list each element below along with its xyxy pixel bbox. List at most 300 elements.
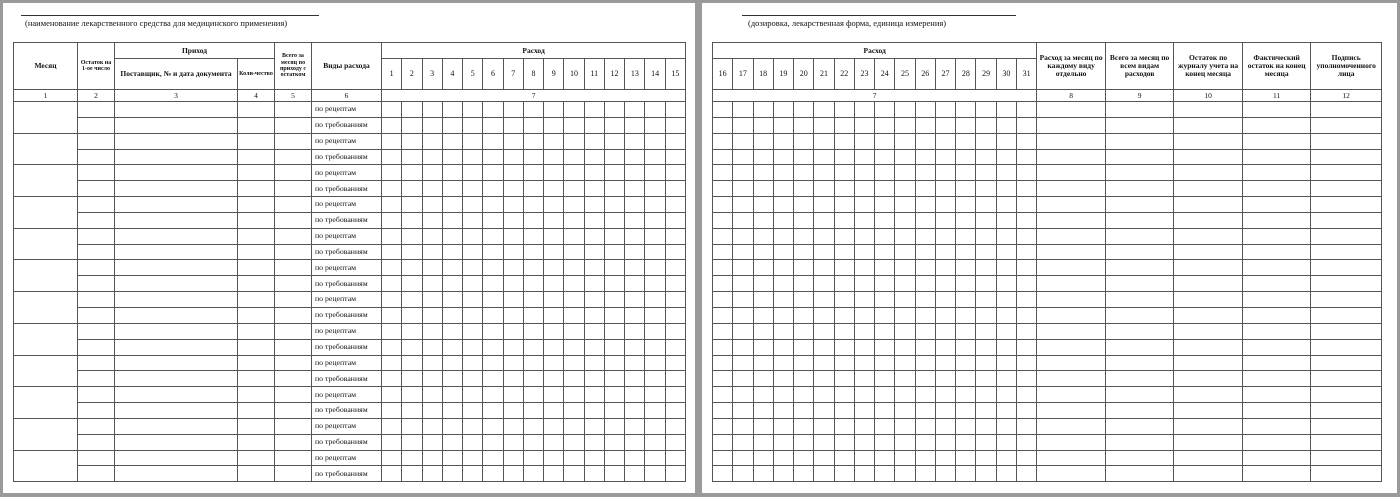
day-cell[interactable] xyxy=(996,117,1016,133)
day-cell[interactable] xyxy=(544,339,564,355)
day-cell[interactable] xyxy=(523,403,543,419)
day-cell[interactable] xyxy=(564,434,584,450)
day-cell[interactable] xyxy=(503,434,523,450)
balance-cell[interactable] xyxy=(78,165,115,181)
day-cell[interactable] xyxy=(382,244,402,260)
day-cell[interactable] xyxy=(854,418,874,434)
day-cell[interactable] xyxy=(442,260,462,276)
day-cell[interactable] xyxy=(956,434,976,450)
day-cell[interactable] xyxy=(733,117,753,133)
day-cell[interactable] xyxy=(814,212,834,228)
day-cell[interactable] xyxy=(625,117,645,133)
day-cell[interactable] xyxy=(875,339,895,355)
day-cell[interactable] xyxy=(544,117,564,133)
day-cell[interactable] xyxy=(382,133,402,149)
day-cell[interactable] xyxy=(665,149,685,165)
day-cell[interactable] xyxy=(442,323,462,339)
day-cell[interactable] xyxy=(713,434,733,450)
day-cell[interactable] xyxy=(544,466,564,482)
day-cell[interactable] xyxy=(503,260,523,276)
day-cell[interactable] xyxy=(976,133,996,149)
day-cell[interactable] xyxy=(773,307,793,323)
day-cell[interactable] xyxy=(814,244,834,260)
day-cell[interactable] xyxy=(503,371,523,387)
actual-balance-cell[interactable] xyxy=(1242,323,1311,339)
day-cell[interactable] xyxy=(895,102,915,118)
day-cell[interactable] xyxy=(976,355,996,371)
supplier-doc-cell[interactable] xyxy=(115,117,238,133)
day-cell[interactable] xyxy=(956,323,976,339)
day-cell[interactable] xyxy=(854,260,874,276)
day-cell[interactable] xyxy=(645,339,665,355)
day-cell[interactable] xyxy=(713,133,733,149)
supplier-doc-cell[interactable] xyxy=(115,181,238,197)
supplier-doc-cell[interactable] xyxy=(115,355,238,371)
day-cell[interactable] xyxy=(1016,228,1036,244)
day-cell[interactable] xyxy=(854,434,874,450)
day-cell[interactable] xyxy=(1016,292,1036,308)
day-cell[interactable] xyxy=(794,117,814,133)
day-cell[interactable] xyxy=(382,387,402,403)
day-cell[interactable] xyxy=(442,403,462,419)
supplier-doc-cell[interactable] xyxy=(115,450,238,466)
day-cell[interactable] xyxy=(996,133,1016,149)
day-cell[interactable] xyxy=(794,403,814,419)
supplier-doc-cell[interactable] xyxy=(115,149,238,165)
signature-cell[interactable] xyxy=(1311,276,1382,292)
day-cell[interactable] xyxy=(935,292,955,308)
day-cell[interactable] xyxy=(564,466,584,482)
day-cell[interactable] xyxy=(794,450,814,466)
day-cell[interactable] xyxy=(503,102,523,118)
day-cell[interactable] xyxy=(544,197,564,213)
day-cell[interactable] xyxy=(625,197,645,213)
day-cell[interactable] xyxy=(584,418,604,434)
day-cell[interactable] xyxy=(382,292,402,308)
balance-cell[interactable] xyxy=(78,212,115,228)
total-receipt-cell[interactable] xyxy=(275,434,312,450)
day-cell[interactable] xyxy=(753,228,773,244)
day-cell[interactable] xyxy=(564,117,584,133)
day-cell[interactable] xyxy=(733,133,753,149)
day-cell[interactable] xyxy=(544,276,564,292)
day-cell[interactable] xyxy=(875,149,895,165)
balance-cell[interactable] xyxy=(78,403,115,419)
day-cell[interactable] xyxy=(604,276,624,292)
day-cell[interactable] xyxy=(1016,117,1036,133)
day-cell[interactable] xyxy=(442,355,462,371)
quantity-cell[interactable] xyxy=(238,434,275,450)
total-receipt-cell[interactable] xyxy=(275,323,312,339)
day-cell[interactable] xyxy=(956,181,976,197)
day-cell[interactable] xyxy=(442,371,462,387)
day-cell[interactable] xyxy=(915,450,935,466)
day-cell[interactable] xyxy=(733,307,753,323)
day-cell[interactable] xyxy=(523,339,543,355)
day-cell[interactable] xyxy=(382,339,402,355)
day-cell[interactable] xyxy=(503,244,523,260)
day-cell[interactable] xyxy=(645,197,665,213)
day-cell[interactable] xyxy=(976,418,996,434)
day-cell[interactable] xyxy=(713,339,733,355)
day-cell[interactable] xyxy=(895,466,915,482)
all-kinds-cell[interactable] xyxy=(1105,117,1174,133)
day-cell[interactable] xyxy=(523,102,543,118)
journal-balance-cell[interactable] xyxy=(1174,244,1243,260)
day-cell[interactable] xyxy=(1016,466,1036,482)
day-cell[interactable] xyxy=(753,102,773,118)
day-cell[interactable] xyxy=(773,117,793,133)
total-receipt-cell[interactable] xyxy=(275,102,312,118)
quantity-cell[interactable] xyxy=(238,260,275,276)
day-cell[interactable] xyxy=(733,197,753,213)
quantity-cell[interactable] xyxy=(238,133,275,149)
day-cell[interactable] xyxy=(915,323,935,339)
signature-cell[interactable] xyxy=(1311,228,1382,244)
total-receipt-cell[interactable] xyxy=(275,181,312,197)
day-cell[interactable] xyxy=(814,323,834,339)
day-cell[interactable] xyxy=(915,355,935,371)
day-cell[interactable] xyxy=(915,181,935,197)
day-cell[interactable] xyxy=(854,292,874,308)
balance-cell[interactable] xyxy=(78,387,115,403)
day-cell[interactable] xyxy=(935,260,955,276)
balance-cell[interactable] xyxy=(78,197,115,213)
day-cell[interactable] xyxy=(604,212,624,228)
balance-cell[interactable] xyxy=(78,339,115,355)
day-cell[interactable] xyxy=(665,339,685,355)
balance-cell[interactable] xyxy=(78,371,115,387)
day-cell[interactable] xyxy=(483,323,503,339)
day-cell[interactable] xyxy=(625,418,645,434)
day-cell[interactable] xyxy=(523,418,543,434)
day-cell[interactable] xyxy=(665,244,685,260)
day-cell[interactable] xyxy=(625,371,645,387)
day-cell[interactable] xyxy=(665,434,685,450)
month-cell[interactable] xyxy=(14,165,78,197)
day-cell[interactable] xyxy=(915,197,935,213)
day-cell[interactable] xyxy=(422,339,442,355)
supplier-doc-cell[interactable] xyxy=(115,403,238,419)
day-cell[interactable] xyxy=(523,165,543,181)
day-cell[interactable] xyxy=(895,117,915,133)
day-cell[interactable] xyxy=(773,466,793,482)
day-cell[interactable] xyxy=(814,466,834,482)
day-cell[interactable] xyxy=(733,276,753,292)
day-cell[interactable] xyxy=(604,307,624,323)
day-cell[interactable] xyxy=(503,355,523,371)
day-cell[interactable] xyxy=(875,323,895,339)
day-cell[interactable] xyxy=(503,307,523,323)
per-kind-cell[interactable] xyxy=(1037,102,1106,118)
day-cell[interactable] xyxy=(584,260,604,276)
day-cell[interactable] xyxy=(625,133,645,149)
signature-cell[interactable] xyxy=(1311,418,1382,434)
day-cell[interactable] xyxy=(463,276,483,292)
day-cell[interactable] xyxy=(753,260,773,276)
day-cell[interactable] xyxy=(544,387,564,403)
day-cell[interactable] xyxy=(733,149,753,165)
day-cell[interactable] xyxy=(915,212,935,228)
day-cell[interactable] xyxy=(442,133,462,149)
day-cell[interactable] xyxy=(544,434,564,450)
balance-cell[interactable] xyxy=(78,117,115,133)
day-cell[interactable] xyxy=(584,434,604,450)
day-cell[interactable] xyxy=(814,228,834,244)
journal-balance-cell[interactable] xyxy=(1174,260,1243,276)
day-cell[interactable] xyxy=(895,133,915,149)
day-cell[interactable] xyxy=(422,418,442,434)
day-cell[interactable] xyxy=(814,387,834,403)
day-cell[interactable] xyxy=(402,466,422,482)
day-cell[interactable] xyxy=(956,197,976,213)
day-cell[interactable] xyxy=(645,307,665,323)
day-cell[interactable] xyxy=(794,133,814,149)
day-cell[interactable] xyxy=(422,434,442,450)
day-cell[interactable] xyxy=(956,244,976,260)
journal-balance-cell[interactable] xyxy=(1174,450,1243,466)
balance-cell[interactable] xyxy=(78,466,115,482)
journal-balance-cell[interactable] xyxy=(1174,323,1243,339)
day-cell[interactable] xyxy=(463,102,483,118)
day-cell[interactable] xyxy=(483,244,503,260)
day-cell[interactable] xyxy=(625,244,645,260)
actual-balance-cell[interactable] xyxy=(1242,466,1311,482)
day-cell[interactable] xyxy=(875,434,895,450)
day-cell[interactable] xyxy=(564,149,584,165)
day-cell[interactable] xyxy=(713,450,733,466)
day-cell[interactable] xyxy=(544,323,564,339)
day-cell[interactable] xyxy=(523,260,543,276)
day-cell[interactable] xyxy=(463,371,483,387)
day-cell[interactable] xyxy=(523,149,543,165)
day-cell[interactable] xyxy=(463,450,483,466)
day-cell[interactable] xyxy=(382,149,402,165)
day-cell[interactable] xyxy=(915,260,935,276)
actual-balance-cell[interactable] xyxy=(1242,102,1311,118)
signature-cell[interactable] xyxy=(1311,466,1382,482)
day-cell[interactable] xyxy=(1016,355,1036,371)
per-kind-cell[interactable] xyxy=(1037,228,1106,244)
day-cell[interactable] xyxy=(665,165,685,181)
journal-balance-cell[interactable] xyxy=(1174,371,1243,387)
journal-balance-cell[interactable] xyxy=(1174,133,1243,149)
day-cell[interactable] xyxy=(956,292,976,308)
day-cell[interactable] xyxy=(402,434,422,450)
day-cell[interactable] xyxy=(564,102,584,118)
day-cell[interactable] xyxy=(503,212,523,228)
day-cell[interactable] xyxy=(895,292,915,308)
day-cell[interactable] xyxy=(544,418,564,434)
day-cell[interactable] xyxy=(834,149,854,165)
day-cell[interactable] xyxy=(875,466,895,482)
day-cell[interactable] xyxy=(625,228,645,244)
day-cell[interactable] xyxy=(935,403,955,419)
day-cell[interactable] xyxy=(584,355,604,371)
day-cell[interactable] xyxy=(834,133,854,149)
day-cell[interactable] xyxy=(956,260,976,276)
day-cell[interactable] xyxy=(1016,371,1036,387)
day-cell[interactable] xyxy=(996,244,1016,260)
day-cell[interactable] xyxy=(753,434,773,450)
day-cell[interactable] xyxy=(625,403,645,419)
day-cell[interactable] xyxy=(854,133,874,149)
day-cell[interactable] xyxy=(976,371,996,387)
day-cell[interactable] xyxy=(483,181,503,197)
quantity-cell[interactable] xyxy=(238,307,275,323)
day-cell[interactable] xyxy=(854,181,874,197)
day-cell[interactable] xyxy=(854,355,874,371)
supplier-doc-cell[interactable] xyxy=(115,323,238,339)
day-cell[interactable] xyxy=(875,418,895,434)
day-cell[interactable] xyxy=(463,292,483,308)
day-cell[interactable] xyxy=(834,434,854,450)
day-cell[interactable] xyxy=(976,197,996,213)
day-cell[interactable] xyxy=(503,117,523,133)
all-kinds-cell[interactable] xyxy=(1105,339,1174,355)
day-cell[interactable] xyxy=(544,181,564,197)
day-cell[interactable] xyxy=(402,117,422,133)
day-cell[interactable] xyxy=(483,260,503,276)
day-cell[interactable] xyxy=(996,292,1016,308)
month-cell[interactable] xyxy=(14,355,78,387)
day-cell[interactable] xyxy=(854,387,874,403)
day-cell[interactable] xyxy=(956,149,976,165)
day-cell[interactable] xyxy=(604,102,624,118)
day-cell[interactable] xyxy=(915,466,935,482)
month-cell[interactable] xyxy=(14,387,78,419)
day-cell[interactable] xyxy=(584,403,604,419)
day-cell[interactable] xyxy=(915,276,935,292)
day-cell[interactable] xyxy=(895,434,915,450)
day-cell[interactable] xyxy=(713,307,733,323)
day-cell[interactable] xyxy=(956,355,976,371)
day-cell[interactable] xyxy=(382,323,402,339)
day-cell[interactable] xyxy=(713,466,733,482)
day-cell[interactable] xyxy=(875,355,895,371)
day-cell[interactable] xyxy=(645,165,665,181)
day-cell[interactable] xyxy=(915,403,935,419)
day-cell[interactable] xyxy=(854,117,874,133)
day-cell[interactable] xyxy=(402,165,422,181)
day-cell[interactable] xyxy=(503,165,523,181)
day-cell[interactable] xyxy=(503,228,523,244)
day-cell[interactable] xyxy=(402,323,422,339)
day-cell[interactable] xyxy=(773,323,793,339)
day-cell[interactable] xyxy=(463,387,483,403)
day-cell[interactable] xyxy=(564,228,584,244)
day-cell[interactable] xyxy=(935,181,955,197)
day-cell[interactable] xyxy=(564,403,584,419)
balance-cell[interactable] xyxy=(78,418,115,434)
all-kinds-cell[interactable] xyxy=(1105,276,1174,292)
day-cell[interactable] xyxy=(996,387,1016,403)
day-cell[interactable] xyxy=(544,165,564,181)
day-cell[interactable] xyxy=(753,466,773,482)
day-cell[interactable] xyxy=(935,165,955,181)
signature-cell[interactable] xyxy=(1311,323,1382,339)
day-cell[interactable] xyxy=(625,307,645,323)
journal-balance-cell[interactable] xyxy=(1174,276,1243,292)
per-kind-cell[interactable] xyxy=(1037,450,1106,466)
day-cell[interactable] xyxy=(1016,450,1036,466)
day-cell[interactable] xyxy=(422,450,442,466)
supplier-doc-cell[interactable] xyxy=(115,102,238,118)
day-cell[interactable] xyxy=(483,149,503,165)
day-cell[interactable] xyxy=(956,307,976,323)
total-receipt-cell[interactable] xyxy=(275,117,312,133)
day-cell[interactable] xyxy=(895,260,915,276)
day-cell[interactable] xyxy=(584,197,604,213)
journal-balance-cell[interactable] xyxy=(1174,228,1243,244)
day-cell[interactable] xyxy=(382,228,402,244)
day-cell[interactable] xyxy=(625,434,645,450)
day-cell[interactable] xyxy=(523,181,543,197)
day-cell[interactable] xyxy=(442,292,462,308)
day-cell[interactable] xyxy=(814,307,834,323)
all-kinds-cell[interactable] xyxy=(1105,403,1174,419)
day-cell[interactable] xyxy=(523,371,543,387)
day-cell[interactable] xyxy=(564,292,584,308)
month-cell[interactable] xyxy=(14,260,78,292)
actual-balance-cell[interactable] xyxy=(1242,117,1311,133)
day-cell[interactable] xyxy=(753,276,773,292)
actual-balance-cell[interactable] xyxy=(1242,197,1311,213)
day-cell[interactable] xyxy=(442,165,462,181)
all-kinds-cell[interactable] xyxy=(1105,355,1174,371)
balance-cell[interactable] xyxy=(78,355,115,371)
day-cell[interactable] xyxy=(584,387,604,403)
day-cell[interactable] xyxy=(996,371,1016,387)
day-cell[interactable] xyxy=(794,102,814,118)
day-cell[interactable] xyxy=(834,197,854,213)
quantity-cell[interactable] xyxy=(238,165,275,181)
day-cell[interactable] xyxy=(854,371,874,387)
day-cell[interactable] xyxy=(773,181,793,197)
day-cell[interactable] xyxy=(483,292,503,308)
balance-cell[interactable] xyxy=(78,450,115,466)
day-cell[interactable] xyxy=(564,418,584,434)
day-cell[interactable] xyxy=(713,387,733,403)
day-cell[interactable] xyxy=(854,307,874,323)
day-cell[interactable] xyxy=(665,212,685,228)
all-kinds-cell[interactable] xyxy=(1105,260,1174,276)
day-cell[interactable] xyxy=(733,260,753,276)
day-cell[interactable] xyxy=(523,197,543,213)
day-cell[interactable] xyxy=(935,149,955,165)
day-cell[interactable] xyxy=(645,371,665,387)
day-cell[interactable] xyxy=(422,197,442,213)
day-cell[interactable] xyxy=(382,117,402,133)
day-cell[interactable] xyxy=(875,117,895,133)
day-cell[interactable] xyxy=(915,307,935,323)
day-cell[interactable] xyxy=(713,323,733,339)
day-cell[interactable] xyxy=(713,228,733,244)
day-cell[interactable] xyxy=(875,276,895,292)
day-cell[interactable] xyxy=(584,117,604,133)
signature-cell[interactable] xyxy=(1311,133,1382,149)
day-cell[interactable] xyxy=(422,355,442,371)
per-kind-cell[interactable] xyxy=(1037,466,1106,482)
quantity-cell[interactable] xyxy=(238,276,275,292)
day-cell[interactable] xyxy=(854,149,874,165)
day-cell[interactable] xyxy=(713,102,733,118)
supplier-doc-cell[interactable] xyxy=(115,276,238,292)
day-cell[interactable] xyxy=(895,197,915,213)
quantity-cell[interactable] xyxy=(238,102,275,118)
actual-balance-cell[interactable] xyxy=(1242,276,1311,292)
actual-balance-cell[interactable] xyxy=(1242,355,1311,371)
